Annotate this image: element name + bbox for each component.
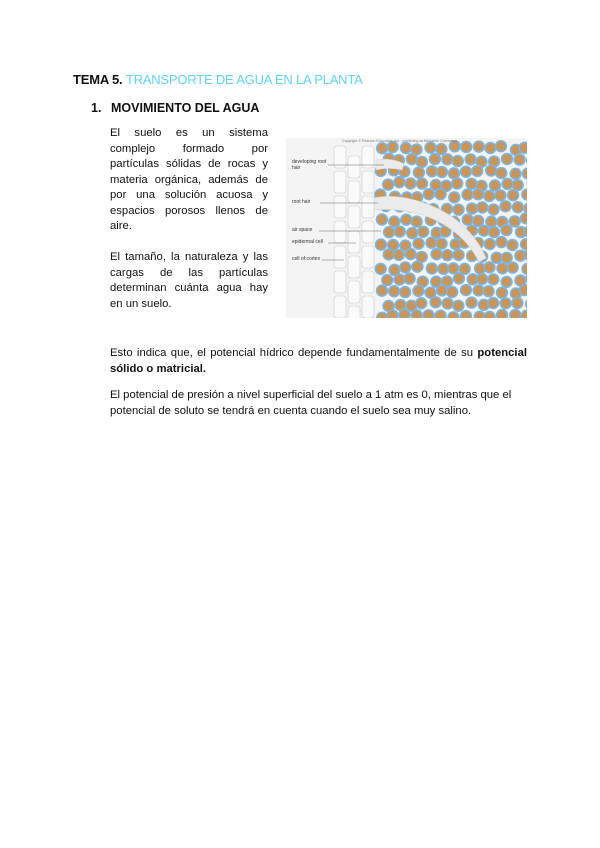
soil-particle xyxy=(485,239,494,248)
soil-particle xyxy=(497,168,506,177)
root-cell xyxy=(362,246,374,268)
soil-particle xyxy=(405,274,414,283)
soil-particle xyxy=(394,250,403,259)
root-cell xyxy=(362,196,374,218)
soil-particle xyxy=(466,155,475,164)
soil-particle xyxy=(501,299,510,308)
soil-particle xyxy=(388,240,397,249)
soil-particle xyxy=(448,287,457,296)
root-cell xyxy=(348,206,360,228)
soil-particle xyxy=(487,217,496,226)
label-cell-of-cortex: cell of cortex xyxy=(292,256,321,262)
soil-particle xyxy=(449,169,458,178)
soil-particle xyxy=(502,277,511,286)
root-cell xyxy=(362,271,374,293)
soil-particle xyxy=(414,239,423,248)
root-hair-soil-figure xyxy=(286,138,527,318)
section-heading xyxy=(91,101,259,115)
soil-particle xyxy=(441,227,450,236)
soil-particle xyxy=(454,274,463,283)
soil-particle xyxy=(508,240,517,249)
soil-particle xyxy=(406,250,415,259)
soil-particle xyxy=(427,238,436,247)
root-cell xyxy=(362,171,374,193)
soil-particle xyxy=(413,262,422,271)
soil-particle xyxy=(401,263,410,272)
soil-particle xyxy=(432,250,441,259)
soil-particle xyxy=(419,227,428,236)
soil-particle xyxy=(431,298,440,307)
soil-particle xyxy=(406,179,415,188)
soil-particle xyxy=(467,204,476,213)
soil-particle xyxy=(489,275,498,284)
root-cell xyxy=(348,256,360,278)
soil-particle xyxy=(408,229,417,238)
soil-particle xyxy=(515,155,524,164)
soil-particle xyxy=(479,226,488,235)
paragraph-pressure-potential: El potencial de presión a nivel superficial del suelo a 1 atm es 0, mientras que el potencial de soluto se tendrá en cuenta cuando el suelo sea muy salino. xyxy=(110,389,512,417)
soil-particle xyxy=(384,228,393,237)
soil-particle xyxy=(412,145,421,154)
root-cells xyxy=(334,146,374,318)
soil-particle xyxy=(436,189,445,198)
soil-particle xyxy=(463,215,472,224)
soil-particle xyxy=(389,287,398,296)
soil-particle xyxy=(467,298,476,307)
soil-particle xyxy=(430,154,439,163)
root-cell xyxy=(348,181,360,203)
section-heading-text: MOVIMIENTO DEL AGUA xyxy=(111,101,260,115)
soil-particle xyxy=(407,301,416,310)
soil-particle xyxy=(407,155,416,164)
soil-particle xyxy=(485,191,494,200)
soil-particle xyxy=(376,240,385,249)
soil-particle xyxy=(402,215,411,224)
root-cell xyxy=(362,296,374,318)
paragraph-soil-system: El suelo es un sistema complejo formado por partículas sólidas de rocas y materia orgánica, además de por una solución acuosa y espacios porosos llenos de aire. xyxy=(110,127,268,232)
section-number: 1. xyxy=(91,101,102,115)
soil-particle xyxy=(484,287,493,296)
soil-particle xyxy=(508,263,517,272)
soil-particle xyxy=(427,167,436,176)
root-cell xyxy=(362,221,374,243)
soil-particle xyxy=(511,169,520,178)
root-cell xyxy=(334,271,346,293)
soil-particle xyxy=(497,288,506,297)
soil-particle xyxy=(453,179,462,188)
soil-particle xyxy=(508,191,517,200)
root-cell xyxy=(348,281,360,303)
soil-particle xyxy=(396,300,405,309)
soil-particle xyxy=(489,298,498,307)
soil-particle xyxy=(378,144,387,153)
soil-particle xyxy=(401,287,410,296)
soil-particle xyxy=(390,217,399,226)
root-cell xyxy=(334,221,346,243)
soil-particle xyxy=(461,285,470,294)
soil-particle xyxy=(501,202,510,211)
soil-particle xyxy=(377,286,386,295)
soil-particle xyxy=(513,203,522,212)
soil-particle xyxy=(513,181,522,190)
soil-particle xyxy=(450,142,459,151)
soil-particle xyxy=(390,265,399,274)
soil-particle xyxy=(502,154,511,163)
soil-particle xyxy=(424,190,433,199)
soil-particle xyxy=(426,288,435,297)
soil-particle xyxy=(437,145,446,154)
document-title xyxy=(73,72,363,87)
soil-particle xyxy=(377,215,386,224)
figure-caption: Copyright © Pearson Education, Inc., publishing as Benjamin Cummings. xyxy=(342,139,459,143)
soil-particle xyxy=(489,228,498,237)
soil-particle xyxy=(439,264,448,273)
title-prefix: TEMA 5. xyxy=(73,72,123,87)
root-cell xyxy=(334,171,346,193)
soil-particle xyxy=(454,301,463,310)
soil-particle xyxy=(384,250,393,259)
soil-particle xyxy=(510,217,519,226)
soil-particle xyxy=(479,300,488,309)
root-cell xyxy=(348,156,360,178)
paragraph-water-potential xyxy=(110,345,527,377)
soil-particle xyxy=(503,179,512,188)
root-cell xyxy=(348,231,360,253)
root-cell xyxy=(334,146,346,168)
soil-particle xyxy=(384,301,393,310)
soil-particle xyxy=(475,264,484,273)
root-cell xyxy=(334,246,346,268)
soil-particle xyxy=(462,142,471,151)
soil-particle xyxy=(388,142,397,151)
label-air-space: air space xyxy=(292,227,313,233)
label-developing-root-hair: developing root hair xyxy=(292,159,327,171)
soil-particle xyxy=(496,191,505,200)
soil-particle xyxy=(426,143,435,152)
soil-particle xyxy=(492,253,501,262)
root-cell xyxy=(334,196,346,218)
soil-particle xyxy=(502,253,511,262)
soil-particle xyxy=(463,190,472,199)
soil-particle xyxy=(468,275,477,284)
soil-particle xyxy=(438,286,447,295)
title-accent: TRANSPORTE DE AGUA EN LA PLANTA xyxy=(125,72,363,87)
soil-particle xyxy=(395,177,404,186)
soil-particle xyxy=(502,225,511,234)
soil-particle xyxy=(478,274,487,283)
soil-particle xyxy=(453,156,462,165)
soil-particle xyxy=(412,217,421,226)
soil-particle xyxy=(417,157,426,166)
soil-particle xyxy=(437,167,446,176)
soil-particle xyxy=(473,166,482,175)
soil-particle xyxy=(454,205,463,214)
root-cell xyxy=(362,146,374,168)
soil-particle xyxy=(474,190,483,199)
paragraph-water-potential-text: Esto indica que, el potencial hídrico depende fundamentalmente de su xyxy=(110,347,478,359)
soil-particle xyxy=(474,286,483,295)
soil-particle xyxy=(414,168,423,177)
soil-particle xyxy=(395,227,404,236)
label-root-hair: root hair xyxy=(292,199,311,205)
soil-particle xyxy=(395,275,404,284)
soil-particle xyxy=(516,276,525,285)
matric-potential-term: potencial sólido o matricial. xyxy=(110,347,527,375)
soil-particle xyxy=(427,264,436,273)
soil-particle xyxy=(414,286,423,295)
soil-particle xyxy=(417,179,426,188)
soil-particle xyxy=(486,143,495,152)
soil-particle xyxy=(443,299,452,308)
soil-particle xyxy=(461,167,470,176)
soil-particle xyxy=(467,179,476,188)
soil-particle xyxy=(437,239,446,248)
root-cell xyxy=(348,306,360,318)
soil-particle xyxy=(417,299,426,308)
soil-particle xyxy=(454,250,463,259)
soil-particle xyxy=(383,276,392,285)
label-epidermal-cell: epidermal cell xyxy=(292,239,323,245)
soil-particle xyxy=(487,166,496,175)
soil-particle xyxy=(496,142,505,151)
soil-particle xyxy=(485,263,494,272)
soil-particle xyxy=(513,298,522,307)
soil-particle xyxy=(498,264,507,273)
soil-particle xyxy=(460,264,469,273)
soil-particle xyxy=(478,203,487,212)
paragraph-particle-properties: El tamaño, la naturaleza y las cargas de las partículas determinan cuánta agua hay en un suelo. xyxy=(110,251,268,310)
soil-particle xyxy=(376,264,385,273)
root-cell xyxy=(334,296,346,318)
soil-particle xyxy=(443,155,452,164)
soil-particle xyxy=(490,181,499,190)
soil-particle xyxy=(474,142,483,151)
soil-particle xyxy=(401,143,410,152)
soil-particle xyxy=(497,238,506,247)
soil-particle xyxy=(450,193,459,202)
soil-particle xyxy=(417,252,426,261)
soil-particle xyxy=(443,251,452,260)
soil-particle xyxy=(474,216,483,225)
soil-particle xyxy=(489,205,498,214)
soil-particle xyxy=(449,264,458,273)
soil-particle xyxy=(384,180,393,189)
